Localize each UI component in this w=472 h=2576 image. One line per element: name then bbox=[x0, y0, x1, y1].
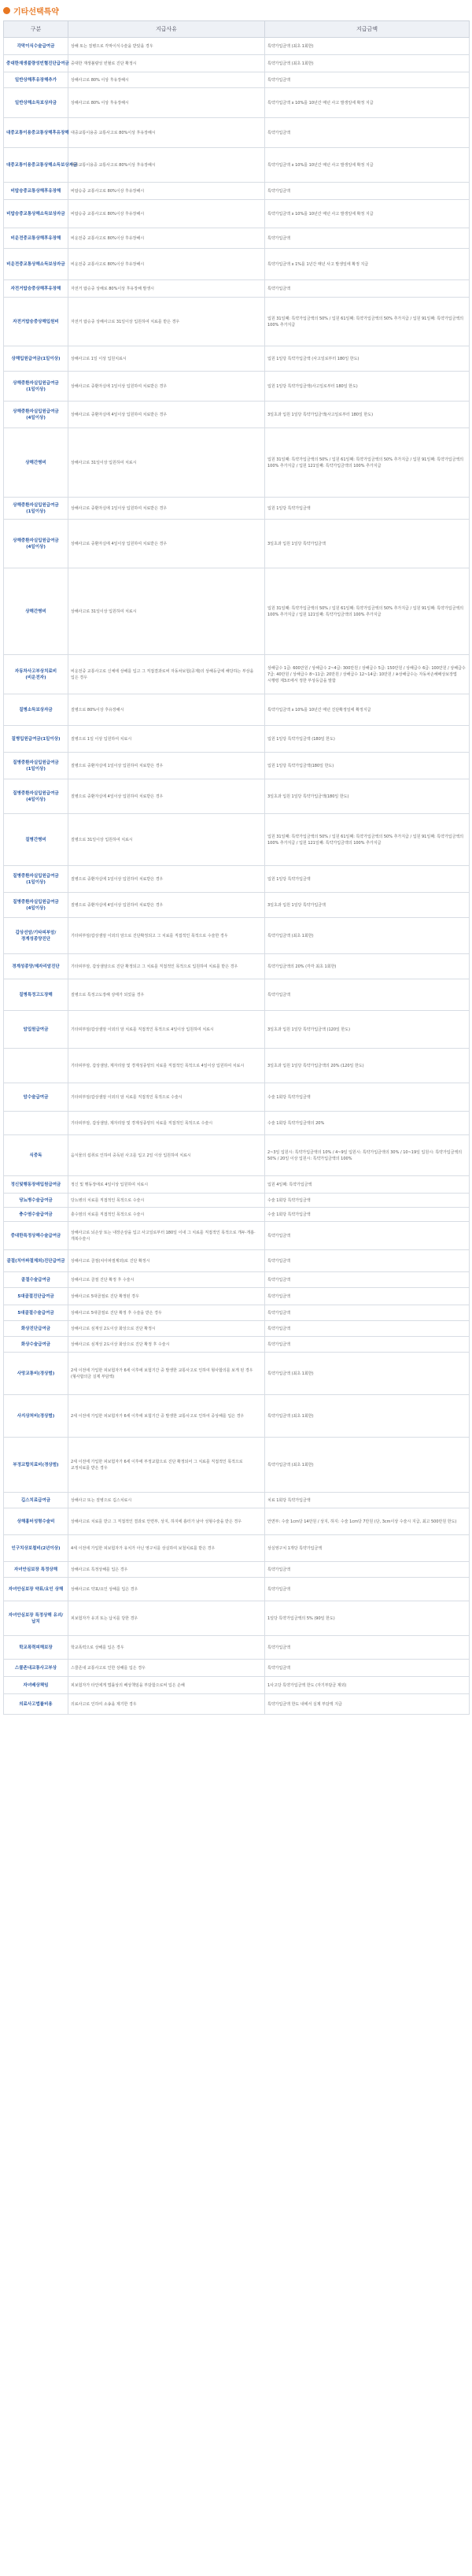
row-reason: 대중교통이용중 교통사고로 80%이상 후유장해시 bbox=[68, 118, 265, 148]
table-row bbox=[4, 148, 470, 183]
row-category bbox=[4, 1112, 68, 1135]
row-amount: 특약가입금액 bbox=[265, 280, 470, 298]
row-amount: 특약가입금액 bbox=[265, 72, 470, 88]
table-row bbox=[4, 1321, 470, 1337]
table-row bbox=[4, 1508, 470, 1535]
row-amount: 특약가입금액 bbox=[265, 118, 470, 148]
table-row bbox=[4, 979, 470, 1011]
row-amount: 특약가입금액 bbox=[265, 1305, 470, 1321]
table-row bbox=[4, 118, 470, 148]
row-amount: 특약가입금액 bbox=[265, 1250, 470, 1272]
row-category: 의료사고법률비용 bbox=[4, 1694, 68, 1715]
row-category: 경계성종양/제자리암진단 bbox=[4, 954, 68, 979]
row-category: 상해간병비 bbox=[4, 568, 68, 655]
row-amount: 특약가입금액 x 10%를 10년간 매년 사고 발생일에 확정 지급 bbox=[265, 148, 470, 183]
row-category: 비운전중교통상해후유장해 bbox=[4, 228, 68, 249]
row-amount: 특약가입금액 bbox=[265, 183, 470, 200]
row-reason: 당뇨병의 치료를 직접적인 목적으로 수술시 bbox=[68, 1194, 265, 1208]
table-row bbox=[4, 372, 470, 402]
table-row bbox=[4, 1011, 470, 1049]
table-row bbox=[4, 1353, 470, 1395]
row-category: 사망교통비(경상범) bbox=[4, 1353, 68, 1395]
row-amount: 특약가입금액 (최초 1회한) bbox=[265, 55, 470, 72]
row-amount: 특약가입금액의 20% (각각 최초 1회한) bbox=[265, 954, 470, 979]
row-category: 질병중환자실입원급여금(1일이상) bbox=[4, 866, 68, 893]
row-amount: 특약가입금액 bbox=[265, 1272, 470, 1288]
benefit-table bbox=[3, 20, 470, 1715]
table-row bbox=[4, 249, 470, 280]
table-row bbox=[4, 1438, 470, 1493]
row-category: 깁스치료급여금 bbox=[4, 1493, 68, 1508]
row-category: 대중교통이용중교통상해후유장해 bbox=[4, 118, 68, 148]
row-reason: 기타피부암/갑상샘암 이외의 암으로 진단확정되고 그 치료를 직접적인 목적으로 수술한 경우 bbox=[68, 918, 265, 954]
table-row bbox=[4, 298, 470, 346]
row-category: 질병중환자실입원급여금(1일이상) bbox=[4, 753, 68, 779]
table-row bbox=[4, 55, 470, 72]
row-amount: 특약가입금액 한도 내에서 실제 부담액 지급 bbox=[265, 1694, 470, 1715]
row-reason: 음식물의 섭취로 인하여 중독된 사고를 입고 2일 이상 입원하여 치료시 bbox=[68, 1135, 265, 1176]
table-row bbox=[4, 1288, 470, 1305]
section-title: 기타선택특약 bbox=[13, 7, 59, 17]
row-reason: 2세 이전에 가입한 피보험자가 6세 이후에 부정교합으로 진단 확정되어 그 치료를 직접적인 목적으로 교정치료를 받은 경우 bbox=[68, 1438, 265, 1493]
row-category: 질병특정고도장해 bbox=[4, 979, 68, 1011]
row-amount: 1일당 특약가입금액의 5% (90일 한도) bbox=[265, 1601, 470, 1636]
row-reason: 상해사고로 31일이상 입원하여 치료시 bbox=[68, 568, 265, 655]
row-reason: 자전거 탑승중 상해사고로 31일이상 입원하여 치료를 받은 경우 bbox=[68, 298, 265, 346]
row-reason: 정신 및 행동장애로 4일이상 입원하여 치료시 bbox=[68, 1176, 265, 1194]
table-row bbox=[4, 72, 470, 88]
row-category: 자녀배상책임 bbox=[4, 1677, 68, 1694]
row-category: 5대골절수술급여금 bbox=[4, 1305, 68, 1321]
table-row bbox=[4, 280, 470, 298]
table-row bbox=[4, 402, 470, 428]
row-reason: 기타피부암/갑상샘암 이외의 암 치료를 직접적인 목적으로 수술시 bbox=[68, 1083, 265, 1112]
row-reason: 충수염의 치료를 직접적인 목적으로 수술시 bbox=[68, 1208, 265, 1222]
row-reason: 상해사고로 중환자실에 1일이상 입원하여 치료받은 경우 bbox=[68, 498, 265, 520]
table-row bbox=[4, 568, 470, 655]
row-amount: 특약가입금액 (최초 1회한) bbox=[265, 1395, 470, 1438]
row-reason: 기타피부암, 갑상샘암으로 진단 확정되고 그 치료를 직접적인 목적으로 입원하여 치료를 받은 경우 bbox=[68, 954, 265, 979]
table-row bbox=[4, 918, 470, 954]
column-header-category: 구분 bbox=[4, 21, 68, 38]
table-row bbox=[4, 428, 470, 498]
row-reason: 상해사고로 중환자실에 1일이상 입원하여 치료받은 경우 bbox=[68, 372, 265, 402]
row-category: 상해간병비 bbox=[4, 428, 68, 498]
row-reason: 피보험자가 유괴 또는 납치를 당한 경우 bbox=[68, 1601, 265, 1636]
row-amount: 수술 1회당 특약가입금액의 20% bbox=[265, 1112, 470, 1135]
row-amount: 3일초과 입원 1일당 특약가입금액 (120일 한도) bbox=[265, 1011, 470, 1049]
table-row bbox=[4, 1222, 470, 1250]
row-amount: 특약가입금액 x 10%를 10년간 매년 사고 발생일에 확정 지급 bbox=[265, 200, 470, 228]
row-amount: 입원 1일당 특약가입금액 bbox=[265, 866, 470, 893]
row-reason: 피보험자가 타인에게 법률상의 배상책임을 부담함으로써 입은 손해 bbox=[68, 1677, 265, 1694]
row-category: 자녀안심보장 특정상해 유괴/납치 bbox=[4, 1601, 68, 1636]
row-amount: 1사고당 특약가입금액 한도 (자기부담금 제외) bbox=[265, 1677, 470, 1694]
row-category: 인구치상보철비(2년이상) bbox=[4, 1535, 68, 1562]
row-amount: 상실영구치 1개당 특약가입금액 bbox=[265, 1535, 470, 1562]
row-category: 상해중환자실입원급여금(4일이상) bbox=[4, 520, 68, 568]
row-amount: 입원 1일당 특약가입금액 (사고일로부터 180일 한도) bbox=[265, 346, 470, 372]
table-row bbox=[4, 779, 470, 814]
row-amount: 3일초과 입원 1일당 특약가입금액의 20% (120일 한도) bbox=[265, 1049, 470, 1083]
row-reason: 기타피부암, 갑상샘암, 제자리암 및 경계성종양의 치료를 직접적인 목적으로 4일이상 입원하여 치료시 bbox=[68, 1049, 265, 1083]
row-reason: 상해사고로 5대골절로 진단 확정된 경우 bbox=[68, 1288, 265, 1305]
row-amount: 특약가입금액 bbox=[265, 1321, 470, 1337]
row-reason: 질병으로 80%이상 후유장해시 bbox=[68, 694, 265, 726]
table-row bbox=[4, 1083, 470, 1112]
row-reason: 자전거 탑승중 상해로 80%이상 후유장해 발생시 bbox=[68, 280, 265, 298]
row-category: 골절수술급여금 bbox=[4, 1272, 68, 1288]
row-amount: 특약가입금액 bbox=[265, 1562, 470, 1578]
row-reason: 상해사고로 골절 진단 확정 후 수술시 bbox=[68, 1272, 265, 1288]
row-category: 스쿨존내교통사고부상 bbox=[4, 1660, 68, 1677]
row-reason: 상해사고로 특정상해를 입은 경우 bbox=[68, 1562, 265, 1578]
row-category: 상해중환자실입원급여금(1일이상) bbox=[4, 498, 68, 520]
row-reason: 스쿨존내 교통사고로 인한 상해를 입은 경우 bbox=[68, 1660, 265, 1677]
row-reason: 상해사고로 31일이상 입원하여 치료시 bbox=[68, 428, 265, 498]
row-reason: 상해사고로 80% 이상 후유장해시 bbox=[68, 88, 265, 118]
row-category: 상해중환자실입원급여금(4일이상) bbox=[4, 402, 68, 428]
row-category: 충수염수술급여금 bbox=[4, 1208, 68, 1222]
row-reason: 상해사고로 80% 이상 후유장해시 bbox=[68, 72, 265, 88]
row-category: 질병입원급여금(1일이상) bbox=[4, 726, 68, 753]
row-amount: 입원 31일째: 특약가입금액의 50% / 입원 61일째: 특약가입금액의 50% 추가지급 / 입원 91일째: 특약가입금액의 100% 추가지급 / 입원 121일째: 특약가입금액의 100% 추가지급 bbox=[265, 814, 470, 866]
row-category: 일반상해소득보상자금 bbox=[4, 88, 68, 118]
table-row bbox=[4, 1337, 470, 1353]
row-category: 정신및행동장애입원급여금 bbox=[4, 1176, 68, 1194]
row-amount: 입원 1일당 특약가입금액 (180일 한도) bbox=[265, 726, 470, 753]
table-row bbox=[4, 1493, 470, 1508]
table-row bbox=[4, 1578, 470, 1601]
row-category: 사지상처비(경상범) bbox=[4, 1395, 68, 1438]
row-category: 화상진단급여금 bbox=[4, 1321, 68, 1337]
row-amount: 특약가입금액 bbox=[265, 228, 470, 249]
row-amount: 안면부: 수술 1cm당 14만원 / 상지, 하지: 수술 1cm당 7만원 (단, 3cm이상 수술시 지급, 최고 500만원 한도) bbox=[265, 1508, 470, 1535]
row-amount: 입원 1일당 특약가입금액(180일 한도) bbox=[265, 753, 470, 779]
row-category: 질병중환자실입원급여금(4일이상) bbox=[4, 893, 68, 918]
row-category: 비운전중교통상해소득보상자금 bbox=[4, 249, 68, 280]
row-amount: 입원 1일당 특약가입금액(사고일로부터 180일 한도) bbox=[265, 372, 470, 402]
table-row bbox=[4, 1694, 470, 1715]
row-reason: 학교폭력으로 상해를 입은 경우 bbox=[68, 1636, 265, 1660]
row-reason: 질병으로 특정고도장해 상태가 되었을 경우 bbox=[68, 979, 265, 1011]
table-row bbox=[4, 753, 470, 779]
row-category: 비탑승중교통상해소득보상자금 bbox=[4, 200, 68, 228]
row-amount: 3일초과 입원 1일당 특약가입금액 bbox=[265, 520, 470, 568]
row-amount: 치료 1회당 특약가입금액 bbox=[265, 1493, 470, 1508]
row-reason: 상해사고 또는 질병으로 깁스치료시 bbox=[68, 1493, 265, 1508]
row-reason: 비탑승중 교통사고로 80%이상 후유장해시 bbox=[68, 183, 265, 200]
row-category: 학교폭력피해보장 bbox=[4, 1636, 68, 1660]
table-row bbox=[4, 498, 470, 520]
row-amount: 특약가입금액 (최초 1회한) bbox=[265, 918, 470, 954]
row-reason: 상해사고로 중환자실에 4일이상 입원하여 치료받은 경우 bbox=[68, 402, 265, 428]
table-row bbox=[4, 200, 470, 228]
table-row bbox=[4, 346, 470, 372]
row-category: 화상수술급여금 bbox=[4, 1337, 68, 1353]
section-header bbox=[0, 0, 472, 20]
row-reason: 상해사고로 심재성 2도이상 화상으로 진단 확정 후 수술시 bbox=[68, 1337, 265, 1353]
row-category: 질병소득보상자금 bbox=[4, 694, 68, 726]
table-row bbox=[4, 88, 470, 118]
row-reason: 비운전중 교통사고로 80%이상 후유장해시 bbox=[68, 249, 265, 280]
row-category: 골절(치아파절제외)진단급여금 bbox=[4, 1250, 68, 1272]
row-reason: 상해사고로 1일 이상 입원치료시 bbox=[68, 346, 265, 372]
row-reason: 상해사고로 치료를 받고 그 직접적인 결과로 안면부, 상지, 하지에 흉터가 남아 성형수술을 받은 경우 bbox=[68, 1508, 265, 1535]
row-amount: 특약가입금액 x 10%를 10년간 매년 진단확정일에 확정지급 bbox=[265, 694, 470, 726]
row-category bbox=[4, 1049, 68, 1083]
column-header-reason: 지급사유 bbox=[68, 21, 265, 38]
table-row bbox=[4, 1636, 470, 1660]
row-category: 5대골절진단급여금 bbox=[4, 1288, 68, 1305]
row-amount: 특약가입금액 bbox=[265, 1636, 470, 1660]
row-reason: 상해 또는 질병으로 각막이식수술을 받았을 경우 bbox=[68, 38, 265, 55]
row-reason: 상해사고로 약표/요인 상해를 입은 경우 bbox=[68, 1578, 265, 1601]
row-category: 암입원급여금 bbox=[4, 1011, 68, 1049]
table-row bbox=[4, 1601, 470, 1636]
row-reason: 기타피부암/갑상샘암 이외의 암 치료를 직접적인 목적으로 4일이상 입원하여 치료시 bbox=[68, 1011, 265, 1049]
row-amount: 특약가입금액 (최초 1회한) bbox=[265, 38, 470, 55]
row-category: 대중교통이용중교통상해소득보상자금 bbox=[4, 148, 68, 183]
row-category: 자녀안심보장 약표/요인 상해 bbox=[4, 1578, 68, 1601]
table-row bbox=[4, 814, 470, 866]
row-category: 비탑승중교통상해후유장해 bbox=[4, 183, 68, 200]
table-row bbox=[4, 866, 470, 893]
row-category: 중대한특정상해수술급여금 bbox=[4, 1222, 68, 1250]
table-row bbox=[4, 1112, 470, 1135]
row-reason: 상해사고로 뇌손상 또는 내장손상을 입고 사고일로부터 180일 이내 그 치료를 직접적인 목적으로 개두·개흉·개복수술시 bbox=[68, 1222, 265, 1250]
row-category: 자전거탑승중상해입원비 bbox=[4, 298, 68, 346]
table-row bbox=[4, 1660, 470, 1677]
row-amount: 특약가입금액 (최초 1회한) bbox=[265, 1438, 470, 1493]
row-amount: 3일초과 입원 1일당 특약가입금액(180일 한도) bbox=[265, 779, 470, 814]
row-category: 암수술급여금 bbox=[4, 1083, 68, 1112]
row-category: 일반상해후유장해추가 bbox=[4, 72, 68, 88]
row-reason: 질병으로 중환자실에 4일이상 입원하여 치료받은 경우 bbox=[68, 893, 265, 918]
row-reason: 2세 이전에 가입한 피보험자가 6세 이후에 보험기간 중 발생한 교통사고로 인하여 중상해를 입은 경우 bbox=[68, 1395, 265, 1438]
row-category: 자전거탑승중상해후유장해 bbox=[4, 280, 68, 298]
row-category: 중대한재생불량성빈혈진단급여금 bbox=[4, 55, 68, 72]
table-row bbox=[4, 1176, 470, 1194]
table-row bbox=[4, 1677, 470, 1694]
row-amount: 수술 1회당 특약가입금액 bbox=[265, 1083, 470, 1112]
row-amount: 특약가입금액 bbox=[265, 1337, 470, 1353]
table-row bbox=[4, 1272, 470, 1288]
row-reason: 의료사고로 인하여 소송을 제기한 경우 bbox=[68, 1694, 265, 1715]
row-category: 상해흉터성형수술비 bbox=[4, 1508, 68, 1535]
row-reason: 비운전중 교통사고로 80%이상 후유장해시 bbox=[68, 228, 265, 249]
row-reason: 비탑승중 교통사고로 80%이상 후유장해시 bbox=[68, 200, 265, 228]
row-amount: 특약가입금액 bbox=[265, 1222, 470, 1250]
row-amount: 3일초과 입원 1일당 특약가입금액(사고일로부터 180일 한도) bbox=[265, 402, 470, 428]
table-row bbox=[4, 1049, 470, 1083]
row-amount: 입원 1일당 특약가입금액 bbox=[265, 498, 470, 520]
row-reason: 질병으로 중환자실에 1일이상 입원하여 치료받은 경우 bbox=[68, 753, 265, 779]
row-amount: 특약가입금액 (최초 1회한) bbox=[265, 1353, 470, 1395]
table-row bbox=[4, 893, 470, 918]
row-reason: 2세 이전에 가입한 피보험자가 6세 이후에 보험기간 중 발생한 교통사고로 인하여 형사합의를 보게 된 경우(형사합의금 실제 부담액) bbox=[68, 1353, 265, 1395]
row-amount: 상해급수 1급: 600만원 / 상해급수 2~4급: 300만원 / 상해급수 5급: 150만원 / 상해급수 6급: 100만원 / 상해급수 7급: 40만원 / 상해급수 8~11급: 20만원 / 상해급수 12~14급: 10만원 / ※상해급수는 자동차손해배상보장법 시행령 제3조에서 정한 부상등급을 말함 bbox=[265, 655, 470, 694]
row-category: 질병중환자실입원급여금(4일이상) bbox=[4, 779, 68, 814]
table-row bbox=[4, 520, 470, 568]
row-reason: 비운전중 교통사고로 신체에 상해를 입고 그 직접결과로써 자동차보험(공제)의 상해등급에 해당하는 부상을 입은 경우 bbox=[68, 655, 265, 694]
row-category: 자녀안심보장 특정상해 bbox=[4, 1562, 68, 1578]
table-row bbox=[4, 183, 470, 200]
table-row bbox=[4, 228, 470, 249]
row-reason: 질병으로 중환자실에 1일이상 입원하여 치료받은 경우 bbox=[68, 866, 265, 893]
row-category: 당뇨병수술급여금 bbox=[4, 1194, 68, 1208]
table-row bbox=[4, 38, 470, 55]
row-reason: 상해사고로 중환자실에 4일이상 입원하여 치료받은 경우 bbox=[68, 520, 265, 568]
row-category: 갑상선암/기타피부암/경계성종양진단 bbox=[4, 918, 68, 954]
table-row bbox=[4, 1395, 470, 1438]
row-amount: 입원 31일째: 특약가입금액의 50% / 입원 61일째: 특약가입금액의 50% 추가지급 / 입원 91일째: 특약가입금액의 100% 추가지급 bbox=[265, 298, 470, 346]
table-row bbox=[4, 726, 470, 753]
table-header-row bbox=[4, 21, 470, 38]
row-category: 상해입원급여금(1일이상) bbox=[4, 346, 68, 372]
row-reason: 중대한 재생불량성 빈혈로 진단 확정시 bbox=[68, 55, 265, 72]
table-row bbox=[4, 694, 470, 726]
row-reason: 질병으로 1일 이상 입원하여 치료시 bbox=[68, 726, 265, 753]
table-row bbox=[4, 655, 470, 694]
row-reason: 상해사고로 5대골절로 진단 확정 후 수술을 받은 경우 bbox=[68, 1305, 265, 1321]
table-row bbox=[4, 1305, 470, 1321]
row-reason: 기타피부암, 갑상샘암, 제자리암 및 경계성종양의 치료를 직접적인 목적으로 수술시 bbox=[68, 1112, 265, 1135]
column-header-amount: 지급금액 bbox=[265, 21, 470, 38]
row-amount: 특약가입금액 bbox=[265, 979, 470, 1011]
table-row bbox=[4, 954, 470, 979]
row-reason: 상해사고로 골절(치아파절제외)로 진단 확정시 bbox=[68, 1250, 265, 1272]
row-amount: 특약가입금액 bbox=[265, 1660, 470, 1677]
bullet-icon bbox=[3, 7, 10, 14]
row-amount: 특약가입금액 bbox=[265, 1288, 470, 1305]
row-reason: 질병으로 중환자실에 4일이상 입원하여 치료받은 경우 bbox=[68, 779, 265, 814]
row-amount: 수술 1회당 특약가입금액 bbox=[265, 1208, 470, 1222]
row-amount: 입원 31일째: 특약가입금액의 50% / 입원 61일째: 특약가입금액의 50% 추가지급 / 입원 91일째: 특약가입금액의 100% 추가지급 / 입원 121일째: 특약가입금액의 100% 추가지급 bbox=[265, 428, 470, 498]
row-category: 질병간병비 bbox=[4, 814, 68, 866]
row-amount: 특약가입금액 x 1%를 1년간 매년 사고 발생일에 확정 지급 bbox=[265, 249, 470, 280]
table-row bbox=[4, 1535, 470, 1562]
row-reason: 4세 이전에 가입한 피보험자가 유치가 아닌 영구치를 상실하여 보철치료를 받은 경우 bbox=[68, 1535, 265, 1562]
row-amount: 특약가입금액 x 10%를 10년간 매년 사고 발생일에 확정 지급 bbox=[265, 88, 470, 118]
row-category: 부정교합치료비(경상범) bbox=[4, 1438, 68, 1493]
row-amount: 2~3일 입원시: 특약가입금액의 10% / 4~9일 입원시: 특약가입금액의 30% / 10~19일 입원시: 특약가입금액의 50% / 20일 이상 입원시: 특약가입금액의 100% bbox=[265, 1135, 470, 1176]
row-amount: 수술 1회당 특약가입금액 bbox=[265, 1194, 470, 1208]
row-reason: 질병으로 31일이상 입원하여 치료시 bbox=[68, 814, 265, 866]
table-row bbox=[4, 1194, 470, 1208]
row-amount: 3일초과 입원 1일당 특약가입금액 bbox=[265, 893, 470, 918]
table-row bbox=[4, 1135, 470, 1176]
row-reason: 상해사고로 심재성 2도이상 화상으로 진단 확정시 bbox=[68, 1321, 265, 1337]
row-amount: 입원 31일째: 특약가입금액의 50% / 입원 61일째: 특약가입금액의 50% 추가지급 / 입원 91일째: 특약가입금액의 100% 추가지급 / 입원 121일째: 특약가입금액의 100% 추가지급 bbox=[265, 568, 470, 655]
row-category: 상해중환자실입원급여금(1일이상) bbox=[4, 372, 68, 402]
table-row bbox=[4, 1208, 470, 1222]
row-amount: 특약가입금액 bbox=[265, 1578, 470, 1601]
row-category: 식중독 bbox=[4, 1135, 68, 1176]
table-row bbox=[4, 1562, 470, 1578]
row-amount: 입원 4일째: 특약가입금액 bbox=[265, 1176, 470, 1194]
row-reason: 대중교통이용중 교통사고로 80%이상 후유장해시 bbox=[68, 148, 265, 183]
row-category: 각막이식수술급여금 bbox=[4, 38, 68, 55]
row-category: 자동차사고부상치료비(비운전자) bbox=[4, 655, 68, 694]
table-row bbox=[4, 1250, 470, 1272]
